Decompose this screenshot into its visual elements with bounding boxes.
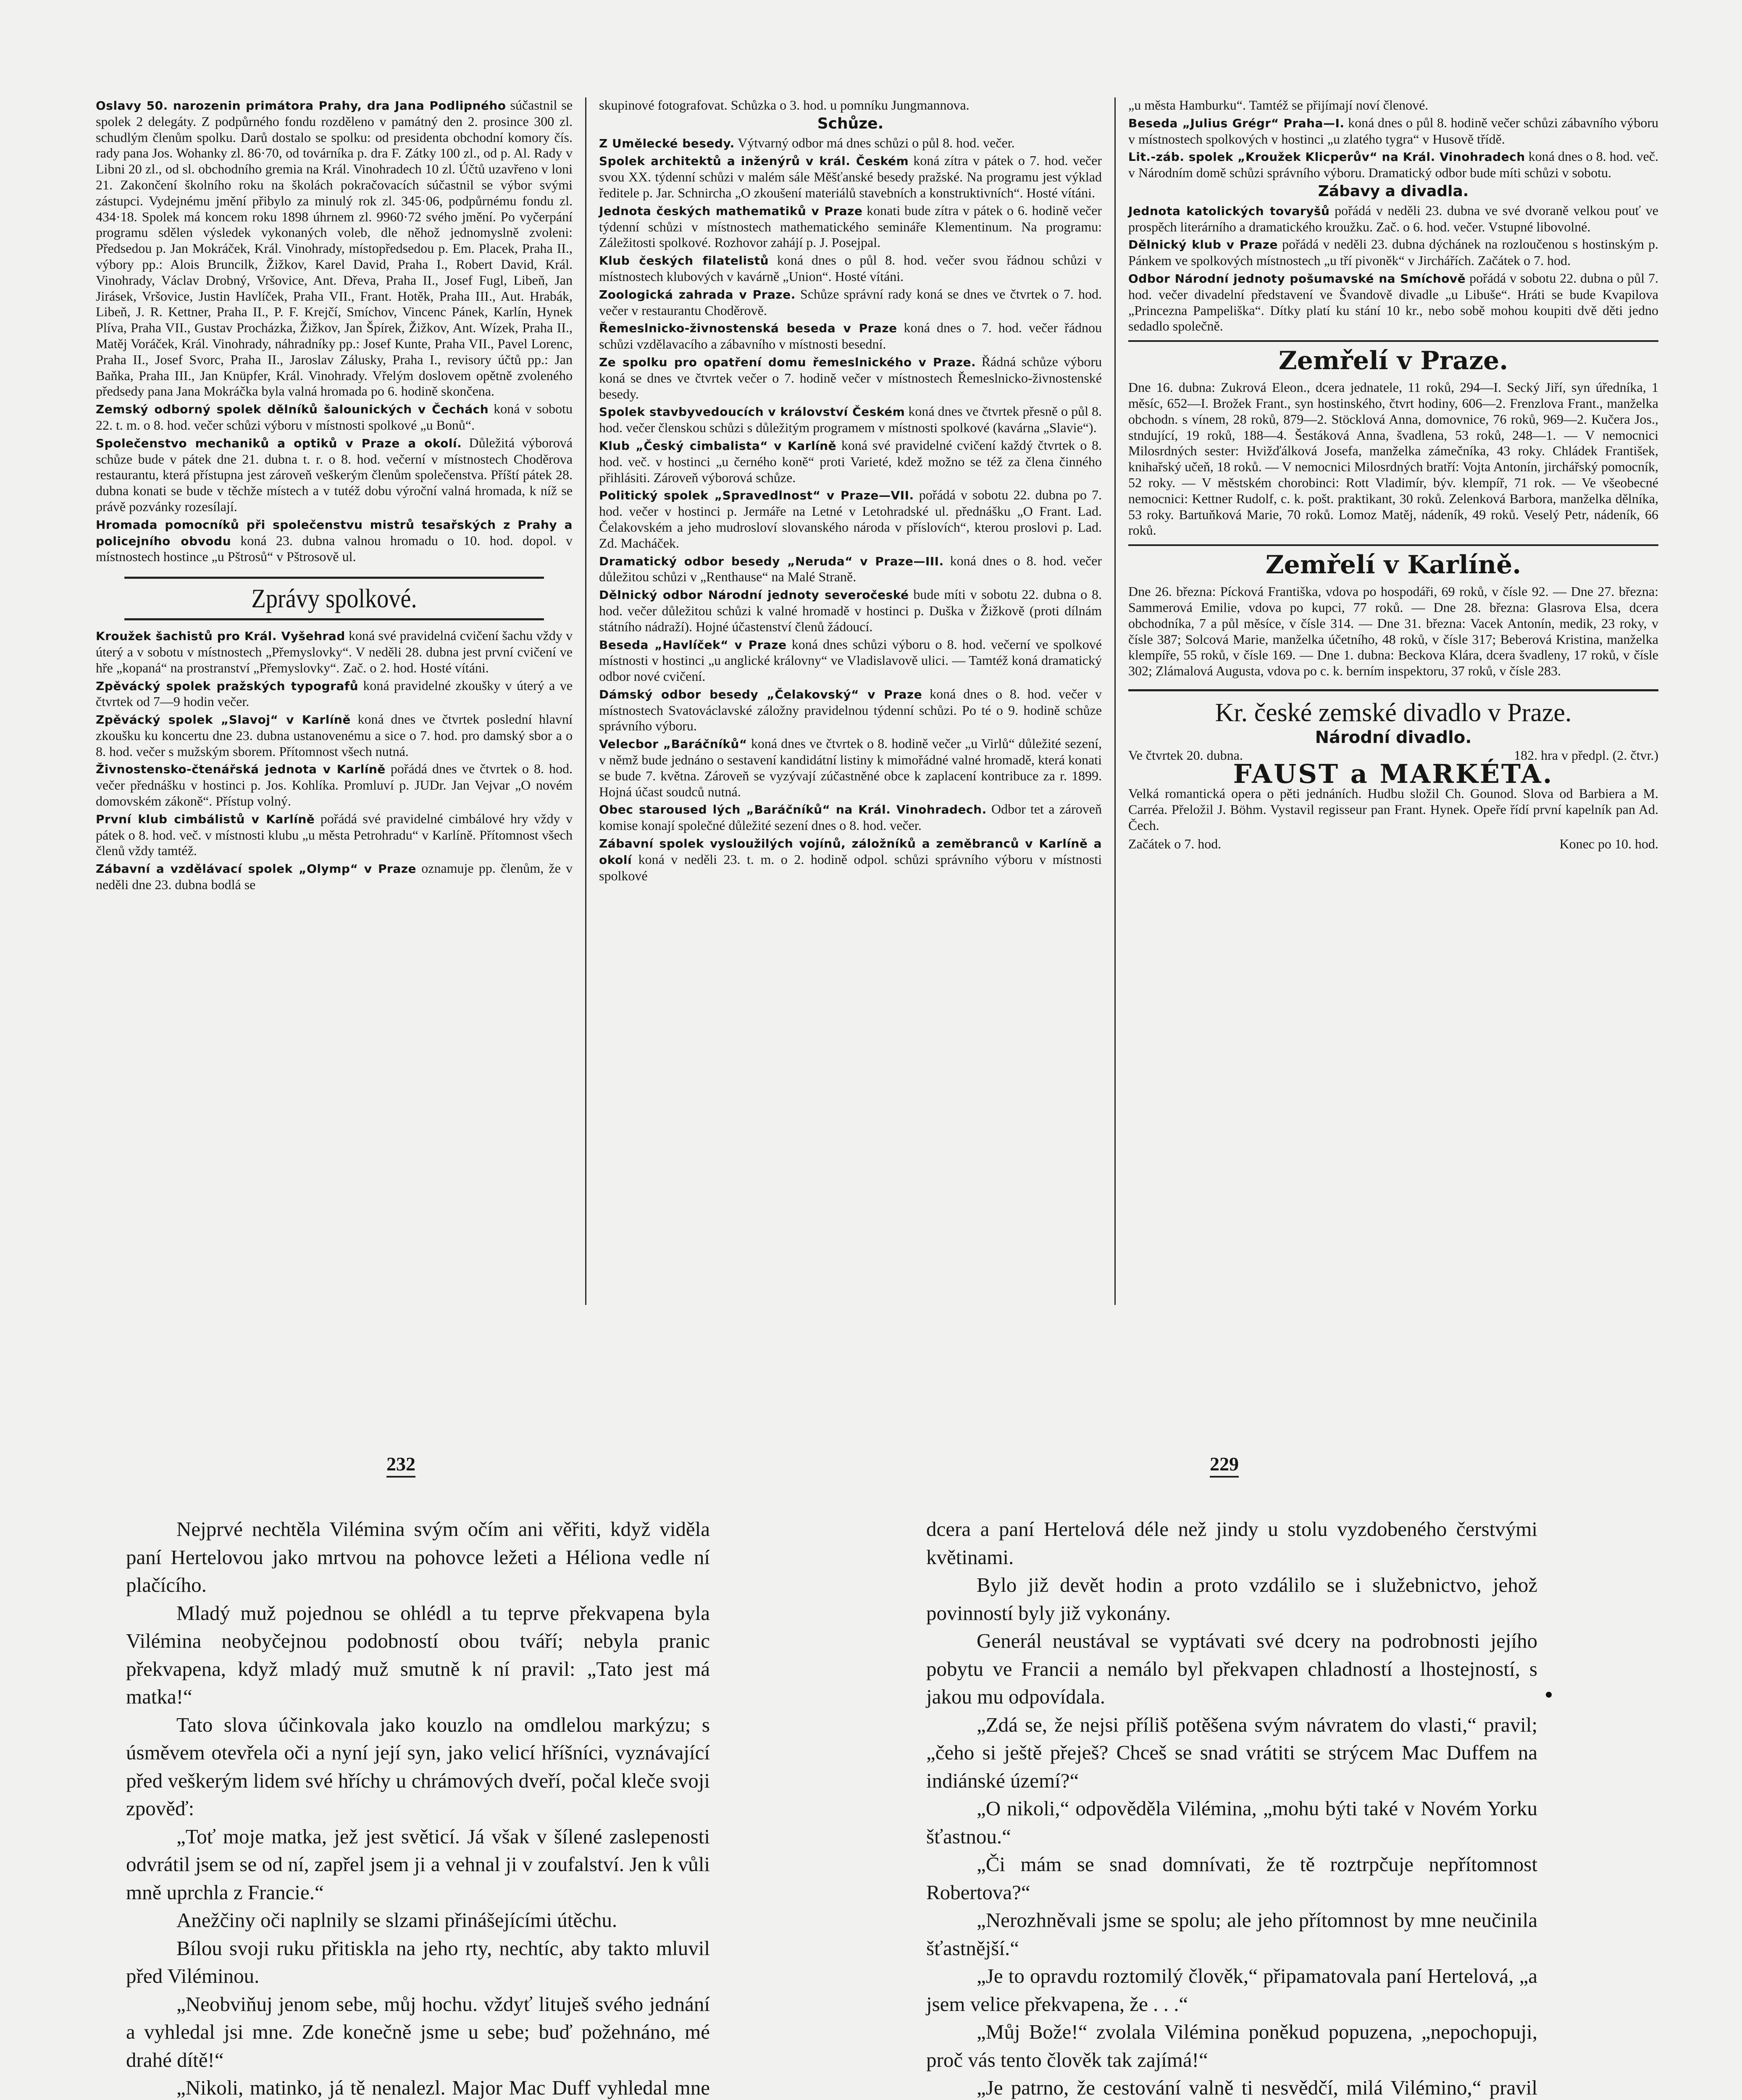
notice-paragraph [599, 286, 1102, 319]
book-paragraph: „Je to opravdu roztomilý člověk,“ připamatovala paní Hertelová, „a jsem velice překvapena, že . . .“ [926, 1964, 1537, 2016]
notice-lead: Jednota českých mathematiků v Praze [599, 204, 863, 218]
notice-paragraph [599, 587, 1102, 635]
notice-text: Důležitá výborová schůze bude v pátek dne 21. dubna t. r. o 8. hod. večerní v místnostech Choděrova restaurantu, která přístupna jest zároveň veškerým členům společenstva. Příští pátek 28. dubna konati se bude v těchže místech a v tutéž dobu výroční valná hromada, k níž se právě pozvánky rozesílají. [96, 435, 573, 514]
theatre-announcement [1128, 689, 1658, 852]
notice-text: koná dnes ve čtvrtek o 8. hodině večer „u Virlů“ důležité sezení, v němž bude jednáno o sestavení kandidátní listiny k mimořádné valné hromadě, která konati se bude 7. května. Zároveň se vyzývají zúčastněné obce k zaplacení kontribuce za r. 1899. Hojná účast soudců nutná. [599, 736, 1102, 799]
left-book-page [126, 1515, 710, 2100]
news-column-3 [1114, 97, 1658, 1305]
notice-paragraph [599, 320, 1102, 352]
column-1-notices [96, 97, 573, 565]
book-paragraph: „Zdá se, že nejsi příliš potěšena svým návratem do vlasti,“ pravil; „čeho si ještě přeješ? Chceš se snad vrátiti se strýcem Mac Duffem na indiánské území?“ [926, 1713, 1537, 1792]
notice-paragraph [96, 861, 573, 893]
news-column-1 [96, 97, 585, 1305]
notice-paragraph [599, 736, 1102, 800]
notice-text: oznamuje pp. členům, že v neděli dne 23. dubna bodlá se [96, 861, 573, 892]
book-paragraph: „Neobviňuj jenom sebe, můj hochu. vždyť lituješ svého jednání a vyhledal jsi mne. Zde konečně jsme u sebe; buď požehnáno, mé drahé dítě!“ [126, 1992, 710, 2071]
notice-text: koná dnes o 8. hod. večer důležitou schůzi v „Renthause“ na Malé Straně. [599, 553, 1102, 585]
notice-lead: Spolek architektů a inženýrů v král. Českém [599, 154, 909, 168]
notice-paragraph [599, 252, 1102, 285]
notice-lead: Hromada pomocníků při společenstvu mistrů tesařských z Prahy a policejního obvodu [96, 517, 573, 548]
notice-lead: Společenstvo mechaniků a optiků v Praze a okolí. [96, 436, 462, 450]
notice-lead: Ze spolku pro opatření domu řemeslnického v Praze. [599, 355, 976, 369]
deaths-prague-list: Dne 16. dubna: Zukrová Eleon., dcera jednatele, 11 roků, 294—I. Secký Jiří, syn úředníka, 1 měsíc, 652—I. Brožek Frant., syn hostinského, čtvrt hodiny, 606—2. Frenzlova Frant., manželka obchodn. s vínem, 28 roků, 879—2. Stöcklová Anna, domovnice, 76 roků, 969—2. Kučera Jos., stndující, 19 roků, 188—4. Šestáková Anna, švadlena, 53 roků, 248—1. — V nemocnici Milosrdných sester: Hvižďálková Josefa, manželka zámečníka, 43 roky. Chládek František, knihařský učeň, 18 roků. — V nemocnici Milosrdných bratří: Vojta Antonín, jirchářský pomocník, 52 roky. — V městském chorobinci: Rott Vladimír, býv. klempíř, 71 rok. — Ve všeobecné nemocnici: Kettner Rudolf, c. k. pošt. praktikant, 30 roků. Zelenková Barbora, manželka dělníka, 53 roky. Bartuňková Marie, 70 roků. Lomoz Matěj, nádeník, 49 roků. Veselý Petr, nádeník, 66 roků. [1128, 380, 1658, 538]
notice-lead: Dámský odbor besedy „Čelakovský“ v Praze [599, 687, 922, 701]
notice-text: koná dnes o 8. hod. več. v Národním domě schůzi správního výboru. Dramatický odbor bude míti schůzi v sobotu. [1128, 149, 1658, 181]
notice-text: koná pravidelné zkoušky v úterý a ve čtvrtek od 7—9 hodin večer. [96, 677, 573, 709]
column-2-notices [599, 97, 1102, 113]
book-paragraph: „Je patrno, že cestování valně ti nesvědčí, milá Vilémino,“ pravil [977, 2076, 1537, 2099]
notice-text: koná dnes o půl 8. hodině večer schůzi zábavního výboru v místnostech spolkových v hostinci „u zlatého tygra“ v Husově třídě. [1128, 115, 1658, 147]
notice-lead: Řemeslnicko-živnostenská beseda v Praze [599, 321, 897, 336]
notice-paragraph [599, 553, 1102, 585]
notice-text: pořádá v neděli 23. dubna dýchánek na rozloučenou s hostinským p. Pánkem ve spolkových místnostech „u tří pivoněk“ v Jirchářích. Začátek o 7. hod. [1128, 236, 1658, 268]
book-paragraph: „Toť moje matka, jež jest světicí. Já však v šílené zaslepenosti odvrátil jsem se od ní, zapřel jsem ji a vehnal ji v zoufalství. Jen k vůli mně uprchla z Francie.“ [126, 1824, 710, 1904]
column-1-club-notices [96, 628, 573, 893]
notice-text: koná zítra v pátek o 7. hod. večer svou XX. týdenní schůzi v malém sále Měšťanské besedy pražské. Na programu jest výklad ředitele p. Jar. Schnircha „O zkoušení materiálů stavebních a konstruktivních“. Hosté vítáni. [599, 153, 1102, 200]
book-paragraph: Tato slova účinkovala jako kouzlo na omdlelou markýzu; s úsměvem otevřela oči a nyní její syn, jako velicí hříšníci, vyznávající před veškerým lidem své hříchy u chrámových dveří, počal kleče svoji zpověď: [126, 1713, 710, 1820]
notice-paragraph [96, 811, 573, 859]
notice-lead: Beseda „Havlíček“ v Praze [599, 638, 787, 652]
notice-paragraph [1128, 149, 1658, 181]
notice-lead: Zoologická zahrada v Praze. [599, 287, 796, 302]
theatre-date: Ve čtvrtek 20. dubna. [1128, 747, 1243, 763]
book-paragraph: „Nikoli, matinko, já tě nenalezl. Major Mac Duff vyhledal mne [176, 2076, 710, 2099]
notice-lead: Dělnický odbor Národní jednoty severočeské [599, 588, 909, 602]
notice-paragraph [96, 761, 573, 809]
notice-text: koná dnes o 7. hod. večer řádnou schůzi vzdělavacího a zábavního v místnosti besední. [599, 320, 1102, 352]
notice-text: koná 23. dubna valnou hromadu o 10. hod. dopol. v místnostech hostince „u Pštrosů“ v Pštrosově ul. [96, 533, 573, 564]
notice-text: skupinové fotografovat. Schůzka o 3. hod. u pomníku Jungmannova. [599, 97, 970, 113]
notice-paragraph [96, 435, 573, 515]
right-book-page [926, 1515, 1537, 2100]
notice-text: koná dnes schůzi výboru o 8. hod. večerní ve spolkové místnosti v hostinci „u anglické královny“ ve Vladislavově ulici. — Tamtéž koná dramatický odbor nové cvičení. [599, 636, 1102, 684]
section-title-meetings: Schůze. [817, 115, 884, 132]
notice-paragraph [599, 487, 1102, 551]
section-title-entertainment: Zábavy a divadla. [1318, 182, 1469, 200]
notice-text: pořádá dnes ve čtvrtek o 8. hod. večer přednášku v hostinci p. Jos. Kohlíka. Promluví p. JUDr. Jan Vejvar „O novém domovském zákoně“. Přístup volný. [96, 761, 573, 809]
deaths-karlin-list: Dne 26. března: Pícková Františka, vdova po hospodáři, 69 roků, v čísle 92. — Dne 27. března: Sammerová Emilie, vdova po kupci, 77 roků. — Dne 28. března: Glasrova Elsa, dcera obchodníka, 7 a půl měsíce, v čísle 314. — Dne 31. března: Vacek Antonín, medik, 23 roky, v čísle 387; Solcová Marie, manželka účetního, 48 roků, v čísle 317; Beberová Kristina, manželka klempíře, 55 roků, v čísle 169. — Dne 1. dubna: Beckova Klára, dcera švadleny, 17 roků, v čísle 302; Zlámalová Augusta, vdova po c. k. berním inspektoru, 37 roků, v čísle 283. [1128, 584, 1658, 679]
notice-text: bude míti v sobotu 22. dubna o 8. hod. večer důležitou schůzi k valné hromadě v hostinci p. Duška v Žižkově (proti dílnám státního nádraží). Hojné účastenství členů žádoucí. [599, 587, 1102, 634]
column-3-notices [1128, 97, 1658, 181]
deaths-prague-title: Zemřelí v Praze. [1128, 340, 1658, 375]
theatre-subtitle: Národní divadlo. [1315, 727, 1472, 747]
notice-text: Řádná schůze výboru koná se dnes ve čtvrtek večer o 7. hodině večer v místnostech Řemeslnicko-živnostenské besedy. [599, 354, 1102, 402]
notice-text: Výtvarný odbor má dnes schůzi o půl 8. hod. večer. [734, 135, 1015, 150]
notice-paragraph [96, 517, 573, 565]
notice-text: koná dnes ve čtvrtek přesně o půl 8. hod. večer členskou schůzi s důležitým programem v místnosti spolkové (kavárna „Slavie“). [599, 404, 1102, 436]
notice-lead: Jednota katolických tovaryšů [1128, 204, 1330, 218]
notice-paragraph [96, 401, 573, 433]
theatre-subscription: 182. hra v předpl. (2. čtvr.) [1514, 747, 1658, 763]
notice-lead: Klub „Český cimbalista“ v Karlíně [599, 438, 837, 453]
notice-lead: Z Umělecké besedy. [599, 136, 735, 150]
theatre-times [1128, 836, 1658, 852]
notice-paragraph [96, 678, 573, 710]
book-paragraph: Mladý muž pojednou se ohlédl a tu teprve překvapena byla Vilémina neobyčejnou podobností obou tváří; nebyla pranic překvapena, když mladý muž smutně k ní pravil: „Tato jest má matka!“ [126, 1601, 710, 1708]
book-paragraph: Bílou svoji ruku přitiskla na jeho rty, nechtíc, aby takto mluvil před Viléminou. [126, 1936, 710, 1987]
notice-lead: Zábavní a vzdělávací spolek „Olymp“ v Praze [96, 862, 417, 876]
notice-lead: Politický spolek „Spravedlnost“ v Praze—VII. [599, 488, 914, 503]
notice-lead: Obec staroused lých „Baráčníků“ na Král. Vinohradech. [599, 803, 987, 817]
column-3-entertainment-notices [1128, 203, 1658, 334]
deaths-karlin-title: Zemřelí v Karlíně. [1128, 544, 1658, 580]
notice-text: Schůze správní rady koná se dnes ve čtvrtek o 7. hod. večer v restaurantu Choděrově. [599, 286, 1102, 318]
notice-text: koná dnes ve čtvrtek poslední hlavní zkoušku ku koncertu dne 23. dubna ustanovenému a sice o 7. hod. pro damský sbor a o 8. hod. večer s mužským sborem. Přítomnost všech nutná. [96, 711, 573, 759]
book-paragraph: Anežčiny oči naplnily se slzami přinášejícími útěchu. [176, 1908, 617, 1932]
notice-lead: Odbor Národní jednoty pošumavské na Smíchově [1128, 271, 1466, 286]
column-2-meeting-notices [599, 135, 1102, 884]
notice-paragraph [599, 686, 1102, 734]
book-paragraph: Generál neustával se vyptávati své dcery na podrobnosti jejího pobytu ve Francii a nemálo byl překvapen chladností a lhostejností, s jakou mu odpovídala. [926, 1629, 1537, 1708]
notice-paragraph [1128, 97, 1658, 113]
notice-text: Odbor tet a zároveň komise konají společné důležité sezení dnes o 8. hod. večer. [599, 801, 1102, 833]
theatre-start: Začátek o 7. hod. [1128, 836, 1222, 851]
notice-paragraph [599, 801, 1102, 834]
notice-paragraph [599, 637, 1102, 685]
notice-lead: Zábavní spolek vysloužilých vojínů, záložníků a zeměbranců v Karlíně a okolí [599, 837, 1102, 867]
notice-lead: Spolek stavbyvedoucích v království Českém [599, 405, 905, 419]
news-column-2 [585, 97, 1114, 1305]
notice-paragraph [599, 354, 1102, 402]
notice-paragraph [599, 135, 1102, 152]
notice-paragraph [96, 97, 573, 399]
notice-lead: Klub českých filatelistů [599, 254, 769, 268]
theatre-description: Velká romantická opera o pěti jednáních. Hudbu složil Ch. Gounod. Slova od Barbiera a M. Carréa. Přeložil J. Böhm. Vystavil regisseur pan Frant. Hynek. Opeře řídí první kapelník pan Ad. Čech. [1128, 786, 1658, 833]
newspaper-clipping [96, 97, 1658, 1305]
notice-lead: Zpěvácký spolek pražských typografů [96, 679, 358, 693]
notice-paragraph [1128, 115, 1658, 147]
theatre-play-title: FAUST a MARKÉTA. [1233, 758, 1554, 789]
notice-paragraph [599, 404, 1102, 436]
notice-text: pořádá v sobotu 22. dubna po 7. hod. večer v hostinci p. Jermáře na Letné v Letohradské ul. přednášku „O Frant. Lad. Čelakovském a jeho mudrosloví slovanského národa v příslovích“, kterou proslovi p. Lad. Zd. Macháček. [599, 487, 1102, 551]
book-paragraph: Bylo již devět hodin a proto vzdálilo se i služebnictvo, jehož povinností byly již vykonány. [926, 1573, 1537, 1625]
notice-text: koná v neděli 23. t. m. o 2. hodině odpol. schůzi správního výboru v místnosti spolkové [599, 851, 1102, 883]
notice-lead: Živnostensko-čtenářská jednota v Karlíně [96, 762, 386, 777]
notice-text: koná dnes o půl 8. hod. večer svou řádnou schůzi v místnostech klubových v kavárně „Union“. Hosté vítáni. [599, 252, 1102, 284]
notice-lead: Lit.-záb. spolek „Kroužek Klicperův“ na Král. Vinohradech [1128, 150, 1525, 164]
notice-text: koná v sobotu 22. t. m. o 8. hod. večer schůzi výboru v místnosti spolkové „u Bonů“. [96, 401, 573, 433]
notice-paragraph [96, 628, 573, 676]
notice-text: pořádá v neděli 23. dubna ve své dvoraně velkou pouť ve prospěch literárního a dramatického kroužku. Zač. o 6. hod. večer. Vstupné libovolné. [1128, 202, 1658, 234]
book-paragraph: „Můj Bože!“ zvolala Vilémina poněkud popuzena, „nepochopuji, proč vás tento člověk tak zajímá!“ [926, 2020, 1537, 2071]
section-title-club-news: Zprávy spolkové. [124, 577, 544, 620]
theatre-title: Kr. české zemské divadlo v Praze. [1128, 689, 1658, 728]
notice-paragraph [96, 711, 573, 759]
notice-text: koná dnes o 8. hod. večer v místnostech Svatováclavské záložny pravidelnou týdenní schůzi. Po té o 9. hodině schůze správního výboru. [599, 686, 1102, 734]
notice-lead: První klub cimbálistů v Karlíně [96, 812, 315, 826]
notice-text: „u města Hamburku“. Tamtéž se přijímají noví členové. [1128, 97, 1429, 113]
notice-lead: Zemský odborný spolek dělníků šalounických v Čechách [96, 402, 489, 417]
left-page-number: 232 [386, 1453, 415, 1478]
notice-text: konati bude zítra v pátek o 6. hodině večer týdenní schůzi v místnostech mathematického semináře Klementinum. Na programu: Záležitosti spolkové. Rozhovor zahájí p. J. Posejpal. [599, 202, 1102, 250]
notice-paragraph [599, 438, 1102, 486]
ink-spot [1546, 1692, 1552, 1698]
notice-text: pořádá v sobotu 22. dubna o půl 7. hod. večer divadelní představení ve Švandově divadle „u Libuše“. Hráti se bude Kvapilova „Princezna Pampeliška“. Dítky platí ku stání 10 kr., nebo sobě mohou koupiti dvě děti jedno sedadlo společně. [1128, 270, 1658, 334]
notice-paragraph [1128, 203, 1658, 235]
notice-lead: Kroužek šachistů pro Král. Vyšehrad [96, 629, 345, 643]
notice-text: koná své pravidelné cvičení každý čtvrtek o 8. hod. več. v hostinci „u černého koně“ proti Varieté, kdež možno se též za člena činného přihlásiti. Zároveň výborová schůze. [599, 437, 1102, 485]
right-page-number: 229 [1210, 1453, 1239, 1478]
notice-paragraph [599, 203, 1102, 251]
notice-paragraph [1128, 236, 1658, 269]
book-paragraph: „O nikoli,“ odpověděla Vilémina, „mohu býti také v Novém Yorku šťastnou.“ [926, 1797, 1537, 1848]
notice-lead: Velecbor „Baráčníků“ [599, 737, 747, 751]
book-paragraph: „Či mám se snad domnívati, že tě roztrpčuje nepřítomnost Robertova?“ [926, 1853, 1537, 1904]
notice-text: pořádá své pravidelné cimbálové hry vždy v pátek o 8. hod. več. v místnosti klubu „u města Petrohradu“ v Karlíně. Přítomnost všech členů vždy tamtéž. [96, 811, 573, 858]
notice-paragraph [599, 153, 1102, 201]
book-paragraph: dcera a paní Hertelová déle než jindy u stolu vyzdobeného čerstvými květinami. [926, 1517, 1537, 1569]
notice-paragraph [1128, 270, 1658, 334]
notice-paragraph [599, 835, 1102, 884]
notice-lead: Beseda „Julius Grégr“ Praha—I. [1128, 116, 1345, 130]
notice-lead: Dělnický klub v Praze [1128, 238, 1278, 252]
notice-lead: Dramatický odbor besedy „Neruda“ v Praze—III. [599, 554, 944, 568]
notice-paragraph [599, 97, 1102, 113]
book-paragraph: Nejprvé nechtěla Vilémina svým očím ani věřiti, když viděla paní Hertelovou jako mrtvou na pohovce ležeti a Héliona vedle ní plačícího. [126, 1517, 710, 1596]
notice-text: koná své pravidelná cvičení šachu vždy v úterý a v sobotu v místnostech „Přemyslovky“. V neděli 28. dubna jest první cvičení ve hře „kopaná“ na prostranství „Přemyslovky“. Zač. o 2. hod. Hosté vítáni. [96, 628, 573, 675]
notice-lead: Zpěvácký spolek „Slavoj“ v Karlíně [96, 713, 351, 727]
book-paragraph: „Nerozhněvali jsme se spolu; ale jeho přítomnost by mne neučinila šťastnější.“ [926, 1908, 1537, 1960]
theatre-end: Konec po 10. hod. [1559, 836, 1658, 851]
notice-text: súčastnil se spolek 2 delegáty. Z podpůrného fondu rozděleno v památný den 2. prosince 300 zl. schudlým členům spolku. Darů dostalo se spolku: od presidenta obchodní komory čís. rady pana Jos. Wohanky zl. 86·70, od továrníka p. dra F. Zátky 100 zl., od p. Al. Rady v Libni 20 zl., od sl. obchodního gremia na Král. Vinohradech 10 zl. Účtů uzavřeno v loni 21. Zakončení školního roku na školách pokračovacích súčastnil se výbor svými zástupci. Vydejnému jmění přibylo za minulý rok zl. 345·06, podpůrnému fondu zl. 434·18. Spolek má koncem roku 1898 úhrnem zl. 9960·72 svého jmění. Po vyčerpání programu sdělen výsledek vykonaných voleb, dle něhož jednomyslně zvoleni: Předsedou p. Jan Mokráček, Král. Vinohrady, místopředsedou p. Em. Placek, Praha II., výbory pp.: Alois Bruncilk, Žižkov, Karel David, Praha I., Robert David, Král. Vinohrady, Václav Drobný, Vršovice, Ant. Dřeva, Praha II., Josef Fugl, Libeň, Jan Jirásek, Vršovice, Justin Havlíček, Praha VII., Frant. Hotěk, Praha III., Aut. Hrabák, Libeň, J. R. Kettner, Praha II., P. F. Krejčí, Smíchov, Vincenc Pánek, Karlín, Hynek Plíva, Praha VII., Gustav Procházka, Žižkov, Jan Špírek, Žižkov, Ant. Wízek, Praha II., Matěj Voráček, Král. Vinohrady, náhradníky pp.: Josef Kunte, Praha VII., Pavel Lorenc, Praha II., Josef Svorc, Praha II., Jaroslav Zálusky, Praha I., revisory účtů pp.: Jan Baňka, Praha III., Jan Knüpfer, Král. Vinohrady. Vřelým doslovem opětně zvoleného předsedy pana Jana Mokráčka byla valná hromada po 6. hodině skončena. [96, 97, 573, 399]
notice-lead: Oslavy 50. narozenin primátora Prahy, dra Jana Podlipného [96, 99, 506, 113]
